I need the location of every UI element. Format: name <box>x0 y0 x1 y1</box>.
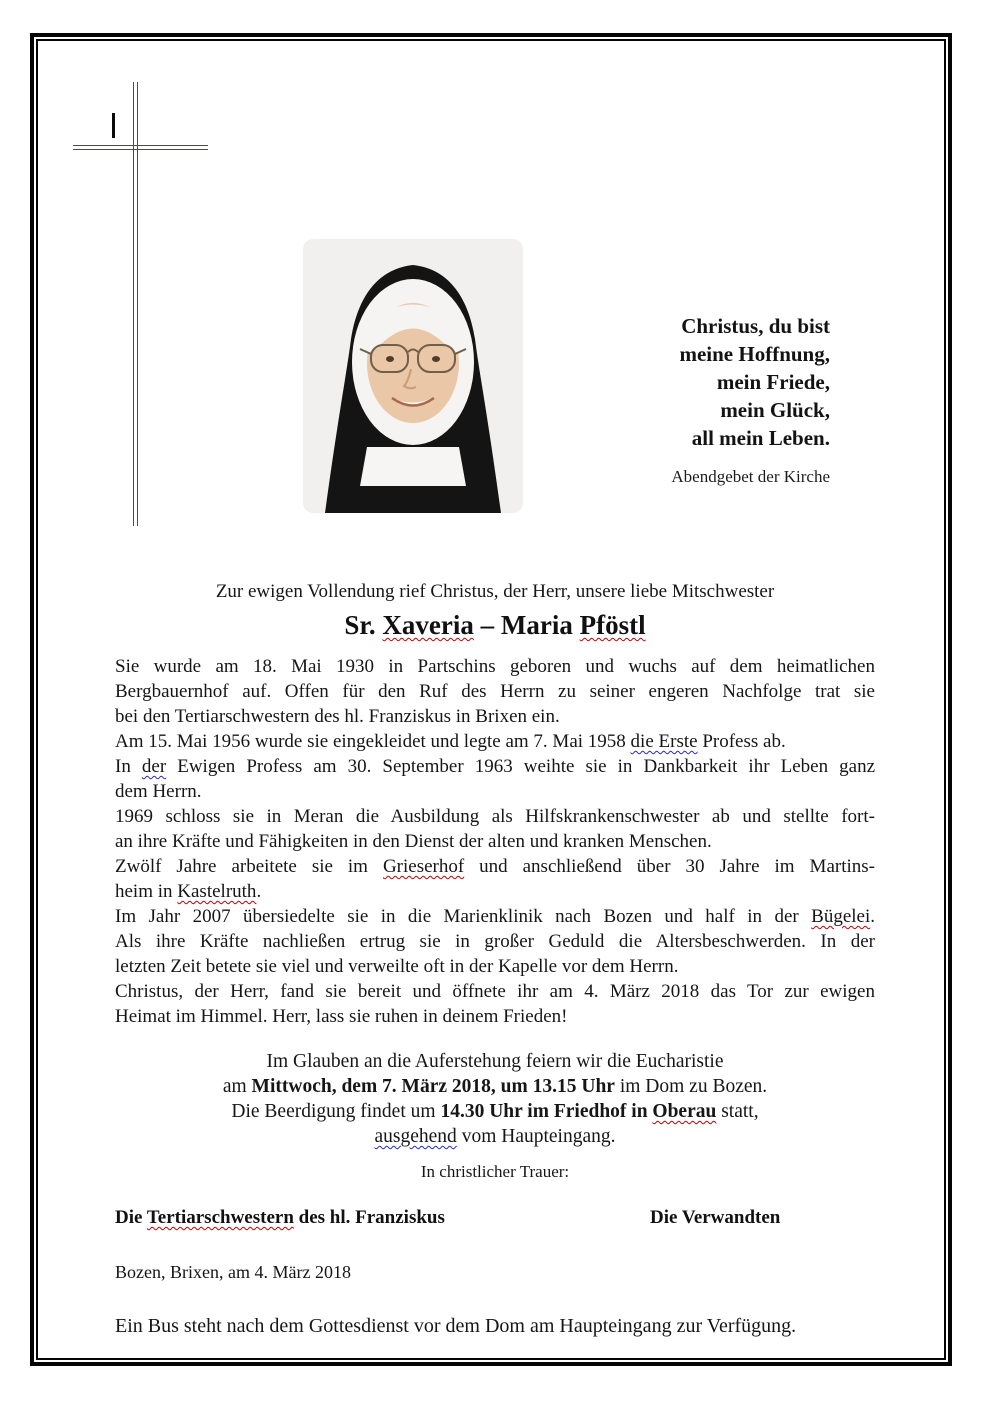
nun-portrait-photo <box>303 239 523 513</box>
bio-line: Bergbauernhof auf. Offen für den Ruf des Herrn zu seiner engeren Nachfolge trat sie <box>115 681 875 702</box>
deceased-name <box>115 608 875 642</box>
bio-line: Sie wurde am 18. Mai 1930 in Partschins geboren und wuchs auf dem heimatlichen <box>115 656 875 677</box>
obituary-text <box>115 580 875 1339</box>
bus-note: Ein Bus steht nach dem Gottesdienst vor dem Dom am Haupteingang zur Verfügung. <box>115 1315 797 1337</box>
bio-line: bei den Tertiarschwestern des hl. Franziskus in Brixen ein. <box>115 706 560 727</box>
bio-line: an ihre Kräfte und Fähigkeiten in den Dienst der alten und kranken Menschen. <box>115 831 712 852</box>
prayer-block <box>671 312 830 488</box>
nun-portrait-illustration <box>303 239 523 513</box>
cursor-mark <box>112 113 115 138</box>
bio-line: Heimat im Himmel. Herr, lass sie ruhen in deinem Frieden! <box>115 1006 568 1027</box>
name-last: Pföstl <box>579 610 646 640</box>
spell-flagged-text: Kastelruth <box>177 881 257 902</box>
mourners-row <box>115 1207 875 1233</box>
announcement-line: Im Glauben an die Auferstehung feiern wir die Eucharistie <box>266 1051 724 1072</box>
name-middle: – Maria <box>473 610 580 640</box>
announcement-line: am Mittwoch, dem 7. März 2018, um 13.15 Uhr im Dom zu Bozen. <box>222 1076 768 1097</box>
funeral-datetime: Mittwoch, dem 7. März 2018, um 13.15 Uhr <box>251 1076 615 1097</box>
burial-datetime: 14.30 Uhr im Friedhof in <box>440 1101 653 1122</box>
grammar-flagged-text: die Erste <box>630 731 698 752</box>
prayer-line: Christus, du bist <box>681 314 830 338</box>
biography <box>115 654 875 1029</box>
grammar-flagged-text: der <box>141 756 167 777</box>
bio-line: Am 15. Mai 1956 wurde sie eingekleidet und legte am 7. Mai 1958 die Erste Profess ab. <box>115 731 786 752</box>
bio-line: Im Jahr 2007 übersiedelte sie in die Marienklinik nach Bozen und half in der Bügelei. <box>115 906 875 927</box>
name-first: Xaveria <box>382 610 474 640</box>
burial-place: Oberau <box>652 1101 717 1122</box>
funeral-announcement <box>115 1049 875 1149</box>
prayer-line: mein Friede, <box>716 370 830 394</box>
bio-line: heim in Kastelruth. <box>115 881 262 902</box>
announcement-line: Die Beerdigung findet um 14.30 Uhr im Friedhof in Oberau statt, <box>231 1101 759 1122</box>
mourners-left: Die Tertiarschwestern des hl. Franziskus <box>115 1207 445 1228</box>
prayer-line: meine Hoffnung, <box>679 342 830 366</box>
prayer-line: mein Glück, <box>720 398 830 422</box>
place-date-line: Bozen, Brixen, am 4. März 2018 <box>115 1262 351 1282</box>
spell-flagged-text: Bügelei <box>811 906 871 927</box>
spell-flagged-text: Tertiarschwestern <box>146 1207 294 1228</box>
bio-line: 1969 schloss sie in Meran die Ausbildung als Hilfskrankenschwester ab und stellte fort- <box>115 806 875 827</box>
spell-flagged-text: Grieserhof <box>382 856 465 877</box>
mourning-label: In christlicher Trauer: <box>420 1162 570 1181</box>
prayer-line: all mein Leben. <box>691 426 830 450</box>
name-prefix: Sr. <box>344 610 383 640</box>
prayer-attribution: Abendgebet der Kirche <box>671 467 830 486</box>
bio-line: In der Ewigen Profess am 30. September 1963 weihte sie in Dankbarkeit ihr Leben ganz <box>115 756 875 777</box>
grammar-flagged-text: ausgehend <box>374 1126 457 1147</box>
cross-icon-crossbar <box>73 145 208 150</box>
bio-line: dem Herrn. <box>115 781 202 802</box>
bio-line: Zwölf Jahre arbeitete sie im Grieserhof und anschließend über 30 Jahre im Martins- <box>115 856 875 877</box>
intro-line: Zur ewigen Vollendung rief Christus, der Herr, unsere liebe Mitschwester <box>215 581 775 602</box>
announcement-line: ausgehend vom Haupteingang. <box>374 1126 616 1147</box>
bio-line: Christus, der Herr, fand sie bereit und öffnete ihr am 4. März 2018 das Tor zur ewigen <box>115 981 875 1002</box>
mourners-right: Die Verwandten <box>650 1207 781 1228</box>
bio-line: letzten Zeit betete sie viel und verweilte oft in der Kapelle vor dem Herrn. <box>115 956 679 977</box>
bio-line: Als ihre Kräfte nachließen ertrug sie in großer Geduld die Altersbeschwerden. In der <box>115 931 875 952</box>
